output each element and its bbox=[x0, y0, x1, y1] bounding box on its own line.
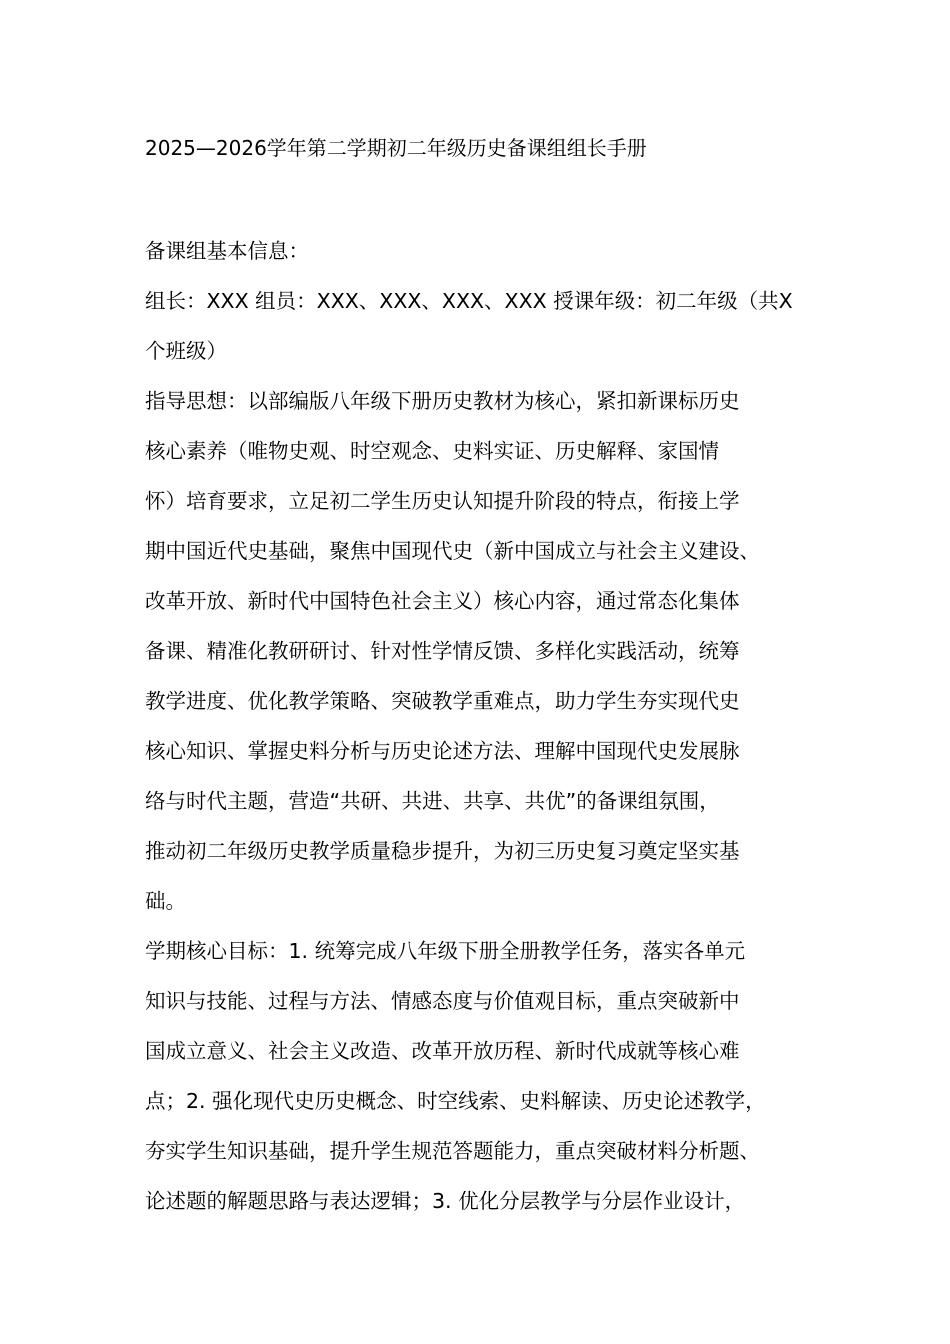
text-line: 个班级） bbox=[145, 339, 227, 363]
text-line: 指导思想：以部编版八年级下册历史教材为核心，紧扣新课标历史 bbox=[145, 389, 740, 413]
text-line: 怀）培育要求，立足初二学生历史认知提升阶段的特点，衔接上学 bbox=[145, 489, 740, 513]
text-line: 国成立意义、社会主义改造、改革开放历程、新时代成就等核心难 bbox=[145, 1039, 740, 1063]
text-line: 备课、精准化教研研讨、针对性学情反馈、多样化实践活动，统筹 bbox=[145, 639, 740, 663]
text-line: 知识与技能、过程与方法、情感态度与价值观目标，重点突破新中 bbox=[145, 989, 740, 1013]
text-line: 推动初二年级历史教学质量稳步提升，为初三历史复习奠定坚实基 bbox=[145, 839, 740, 863]
text-line: 改革开放、新时代中国特色社会主义）核心内容，通过常态化集体 bbox=[145, 589, 740, 613]
text-line: 础。 bbox=[145, 889, 186, 913]
text-line: 教学进度、优化教学策略、突破教学重难点，助力学生夯实现代史 bbox=[145, 689, 740, 713]
text-line: 点；2. 强化现代史历史概念、时空线索、史料解读、历史论述教学， bbox=[145, 1089, 766, 1113]
text-line: 核心素养（唯物史观、时空观念、史料实证、历史解释、家国情 bbox=[145, 439, 719, 463]
text-line: 备课组基本信息： bbox=[145, 239, 309, 263]
document-title: 2025—2026学年第二学期初二年级历史备课组组长手册 bbox=[145, 136, 647, 160]
document-body bbox=[145, 236, 845, 1236]
text-line: 核心知识、掌握史料分析与历史论述方法、理解中国现代史发展脉 bbox=[145, 739, 740, 763]
text-line: 期中国近代史基础，聚焦中国现代史（新中国成立与社会主义建设、 bbox=[145, 539, 760, 563]
text-line: 络与时代主题，营造“共研、共进、共享、共优”的备课组氛围， bbox=[145, 789, 720, 813]
text-line: 夯实学生知识基础，提升学生规范答题能力，重点突破材料分析题、 bbox=[145, 1139, 760, 1163]
text-line: 论述题的解题思路与表达逻辑；3. 优化分层教学与分层作业设计， bbox=[145, 1189, 746, 1213]
text-line: 组长：XXX 组员：XXX、XXX、XXX、XXX 授课年级：初二年级（共X bbox=[145, 289, 793, 313]
text-line: 学期核心目标：1. 统筹完成八年级下册全册教学任务，落实各单元 bbox=[145, 939, 746, 963]
